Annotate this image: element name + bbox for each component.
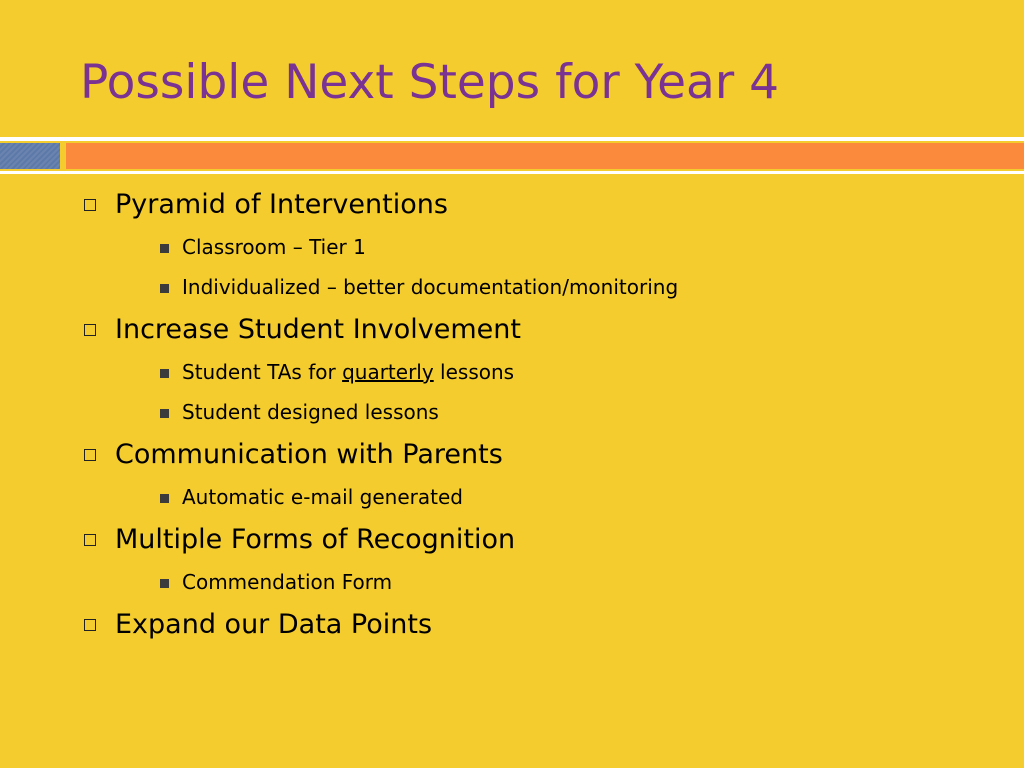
filled-square-bullet-icon (160, 409, 169, 418)
bullet-level1 (80, 307, 1000, 352)
sub-bullet-text-prefix: Student TAs for (182, 360, 343, 384)
sub-bullet-list (80, 227, 1000, 307)
sub-bullet-text: Individualized – better documentation/monitoring (182, 275, 679, 299)
bullet-item (80, 517, 1000, 602)
accent-bar-blue (0, 143, 60, 169)
filled-square-bullet-icon (160, 244, 169, 253)
sub-bullet-text: Commendation Form (182, 570, 393, 594)
hollow-square-bullet-icon (84, 199, 96, 211)
bullet-item (80, 602, 1000, 647)
bullet-text: Pyramid of Interventions (115, 189, 448, 220)
sub-bullet-item (80, 352, 1000, 392)
sub-bullet-item (80, 227, 1000, 267)
sub-bullet-list (80, 562, 1000, 602)
sub-bullet-list (80, 352, 1000, 432)
bullet-item (80, 432, 1000, 517)
sub-bullet-item (80, 392, 1000, 432)
sub-bullet-item (80, 562, 1000, 602)
filled-square-bullet-icon (160, 284, 169, 293)
sub-bullet-text: Automatic e-mail generated (182, 485, 463, 509)
bullet-level1 (80, 182, 1000, 227)
bullet-item (80, 182, 1000, 307)
slide-title: Possible Next Steps for Year 4 (80, 55, 779, 110)
sub-bullet-item (80, 267, 1000, 307)
sub-bullet-text: Student designed lessons (182, 400, 439, 424)
hollow-square-bullet-icon (84, 324, 96, 336)
bullet-level1 (80, 602, 1000, 647)
title-divider-top (0, 137, 1024, 141)
title-divider-bottom (0, 171, 1024, 174)
bullet-item (80, 307, 1000, 432)
sub-bullet-item (80, 477, 1000, 517)
bullet-level1 (80, 432, 1000, 477)
quarterly-link[interactable]: quarterly (342, 360, 434, 384)
accent-bar-orange (66, 143, 1024, 169)
bullet-list (80, 182, 1000, 647)
hollow-square-bullet-icon (84, 619, 96, 631)
filled-square-bullet-icon (160, 494, 169, 503)
bullet-text: Expand our Data Points (115, 609, 433, 640)
hollow-square-bullet-icon (84, 534, 96, 546)
sub-bullet-list (80, 477, 1000, 517)
filled-square-bullet-icon (160, 579, 169, 588)
bullet-level1 (80, 517, 1000, 562)
hollow-square-bullet-icon (84, 449, 96, 461)
bullet-text: Communication with Parents (115, 439, 503, 470)
bullet-text: Increase Student Involvement (115, 314, 521, 345)
bullet-text: Multiple Forms of Recognition (115, 524, 516, 555)
sub-bullet-text: Classroom – Tier 1 (182, 235, 366, 259)
sub-bullet-text-suffix: lessons (433, 360, 515, 384)
filled-square-bullet-icon (160, 369, 169, 378)
